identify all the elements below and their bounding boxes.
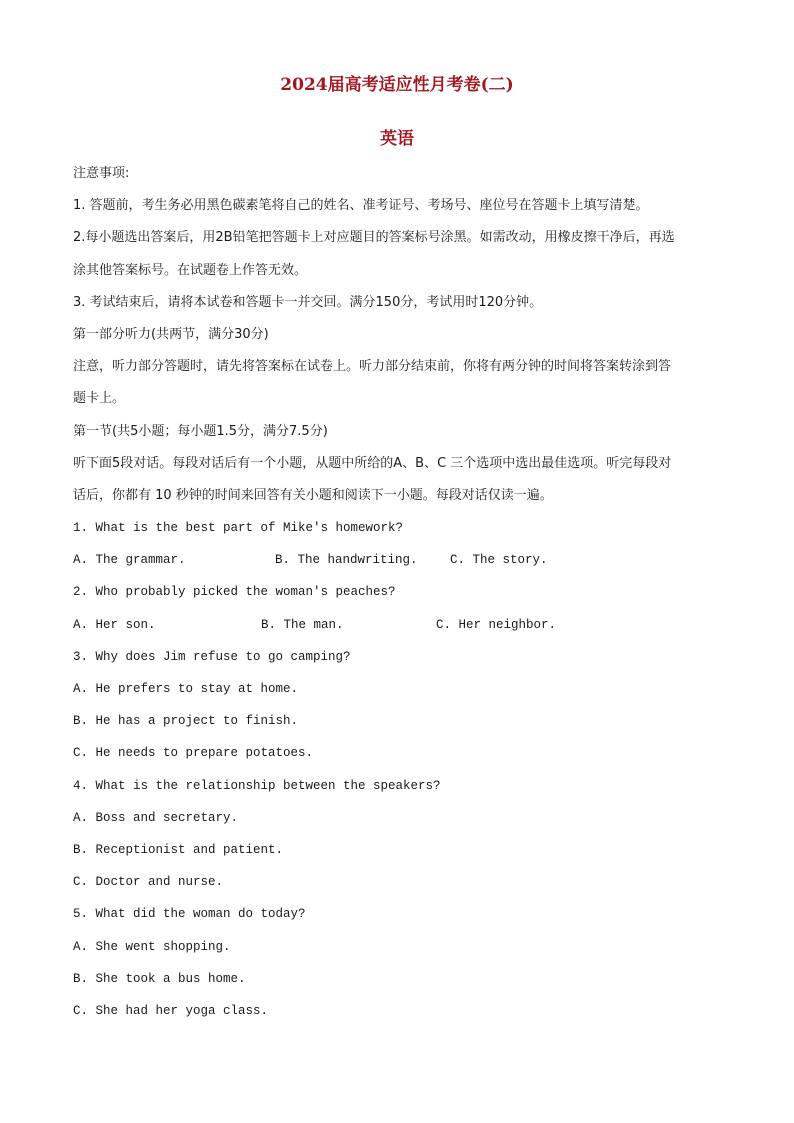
question-1-options [73,549,725,581]
question-2-option-b: B. The man. [261,617,344,632]
question-2-stem: 2. Who probably picked the woman's peaches? [73,585,396,600]
part1-note-line-1: 注意，听力部分答题时，请先将答案标在试卷上。听力部分结束前，你将有两分钟的时间将答案转涂到答 [73,359,672,375]
section1-heading: 第一节(共5小题；每小题1.5分，满分7.5分) [73,423,328,439]
subject-title: 英语 [380,129,414,149]
notice-heading: 注意事项: [73,166,130,181]
question-3-stem: 3. Why does Jim refuse to go camping? [73,649,351,664]
question-3-option-b: B. He has a project to finish. [73,714,299,729]
question-2-option-c: C. Her neighbor. [436,617,557,632]
notice-item-2-cont: 涂其他答案标号。在试题卷上作答无效。 [73,262,308,278]
question-4-option-b: B. Receptionist and patient. [73,842,284,857]
section1-instruction-line-1: 听下面5段对话。每段对话后有一个小题，从题中所给的A、B、C 三个选项中选出最佳选项。听完每段对 [73,455,672,471]
question-4-option-c: C. Doctor and nurse. [73,875,224,890]
notice-item-3: 3. 考试结束后，请将本试卷和答题卡一并交回。满分150分，考试用时120分钟。 [73,294,543,310]
question-4-option-a: A. Boss and secretary. [73,810,239,825]
section1-instruction-line-2: 话后，你都有 10 秒钟的时间来回答有关小题和阅读下一小题。每段对话仅读一遍。 [73,487,553,503]
exam-content [73,163,725,1032]
question-5-option-b: B. She took a bus home. [73,971,246,986]
question-5-option-c: C. She had her yoga class. [73,1003,269,1018]
question-1-option-c: C. The story. [450,553,548,568]
question-3-option-a: A. He prefers to stay at home. [73,682,299,696]
question-1-stem: 1. What is the best part of Mike's homework? [73,521,404,536]
notice-item-2: 2.每小题选出答案后，用2B铅笔把答题卡上对应题目的答案标号涂黑。如需改动，用橡皮擦干净后，再选 [73,230,675,246]
part1-note-line-2: 题卡上。 [73,391,126,407]
part1-heading: 第一部分听力(共两节，满分30分) [73,326,269,342]
question-4-stem: 4. What is the relationship between the speakers? [73,778,441,793]
question-2-options [73,614,725,646]
question-2-option-a: A. Her son. [73,617,156,632]
question-5-option-a: A. She went shopping. [73,939,231,954]
exam-title: 2024届高考适应性月考卷(二) [280,75,514,95]
question-5-stem: 5. What did the woman do today? [73,907,306,922]
notice-item-1: 1. 答题前，考生务必用黑色碳素笔将自己的姓名、准考证号、考场号、座位号在答题卡上填写清楚。 [73,198,649,214]
question-1-option-b: B. The handwriting. [275,553,418,568]
question-3-option-c: C. He needs to prepare potatoes. [73,746,314,761]
question-1-option-a: A. The grammar. [73,553,186,568]
